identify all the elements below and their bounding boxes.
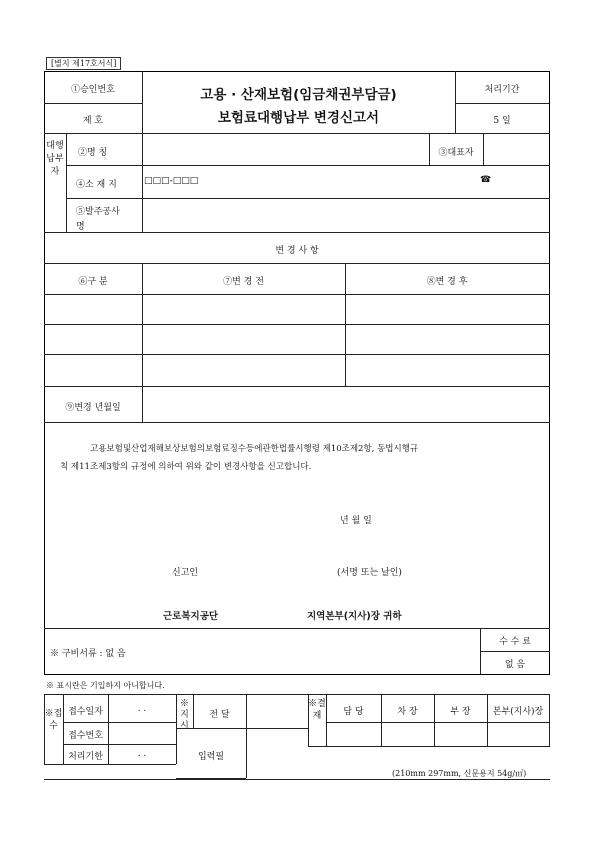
- processing-period-label: 처리기간: [484, 85, 520, 95]
- transfer-label: 전 달: [209, 710, 230, 720]
- receipt-date-value[interactable]: . .: [137, 704, 147, 714]
- address-label: ④소 재 지: [76, 180, 117, 190]
- address-postcode[interactable]: □□□-□□□: [144, 176, 199, 186]
- phone-icon: ☎: [480, 175, 492, 185]
- column-category: ⑥구 분: [78, 277, 108, 287]
- declaration-line1: 고용보험및산업재해보상보험의보험료징수등에관한법률시행령 제10조제2항, 동법시행규: [90, 444, 419, 454]
- reporter-label: 신고인: [172, 568, 199, 578]
- approval-number-label: ①승인번호: [71, 85, 115, 95]
- paper-spec: (210mm 297mm, 신문용지 54g/㎡): [392, 769, 527, 778]
- processing-period-value: 5 일: [493, 116, 511, 126]
- fee-label: 수 수 료: [499, 637, 531, 647]
- column-before: ⑦변 경 전: [223, 277, 264, 287]
- entry-complete-label: 입력필: [197, 752, 225, 762]
- declaration-line2: 칙 제11조제3항의 규정에 의하여 위와 같이 변경사항을 신고합니다.: [60, 462, 312, 472]
- declaration-text: [60, 440, 540, 476]
- deadline-label: 처리기한: [68, 752, 103, 762]
- agent-side-label: 대행납부자: [46, 141, 64, 177]
- addressee-office: 지역본부(지사)장 귀하: [307, 611, 402, 622]
- column-after: ⑧변 경 후: [426, 277, 468, 287]
- approver-staff: 담 당: [343, 707, 364, 717]
- office-use-note: ※ 표시란은 기입하지 아니합니다.: [46, 681, 165, 690]
- attachments-label: ※ 구비서류 : 없 음: [50, 649, 126, 659]
- receipt-number-label: 접수번호: [68, 731, 103, 741]
- changes-section-title: 변 경 사 항: [275, 246, 319, 256]
- fee-value: 없 음: [504, 660, 526, 670]
- instruction-side-label: ※지시: [179, 699, 189, 731]
- signature-label: (서명 또는 날인): [337, 568, 402, 578]
- approver-director: 본부(지사)장: [492, 707, 544, 717]
- contractor-label-line2: 명: [76, 222, 85, 232]
- form-number: [별지 제17호서식]: [46, 57, 121, 70]
- name-label: ②명 칭: [78, 148, 108, 158]
- form-title-line1: 고용 · 산재보험(임금채권부담금): [200, 87, 397, 103]
- name-field[interactable]: [144, 136, 427, 163]
- receipt-side-label: ※접수: [44, 709, 63, 731]
- receipt-date-label: 접수일자: [68, 707, 103, 717]
- deadline-value[interactable]: . .: [137, 749, 147, 759]
- approver-deputy: 차 장: [397, 707, 418, 717]
- approval-side-label: ※결재: [308, 699, 326, 721]
- addressee-org: 근로복지공단: [163, 611, 219, 622]
- representative-label: ③대표자: [438, 148, 474, 158]
- approver-manager: 부 장: [450, 707, 471, 717]
- contractor-label-line1: ⑤발주공사: [76, 207, 120, 217]
- report-date[interactable]: 년 월 일: [340, 516, 372, 526]
- form-title-line2: 보험료대행납부 변경신고서: [217, 110, 380, 126]
- change-date-label: ⑨변경 년월일: [65, 403, 121, 413]
- representative-field[interactable]: [485, 136, 547, 163]
- issue-number-label: 제 호: [82, 116, 104, 126]
